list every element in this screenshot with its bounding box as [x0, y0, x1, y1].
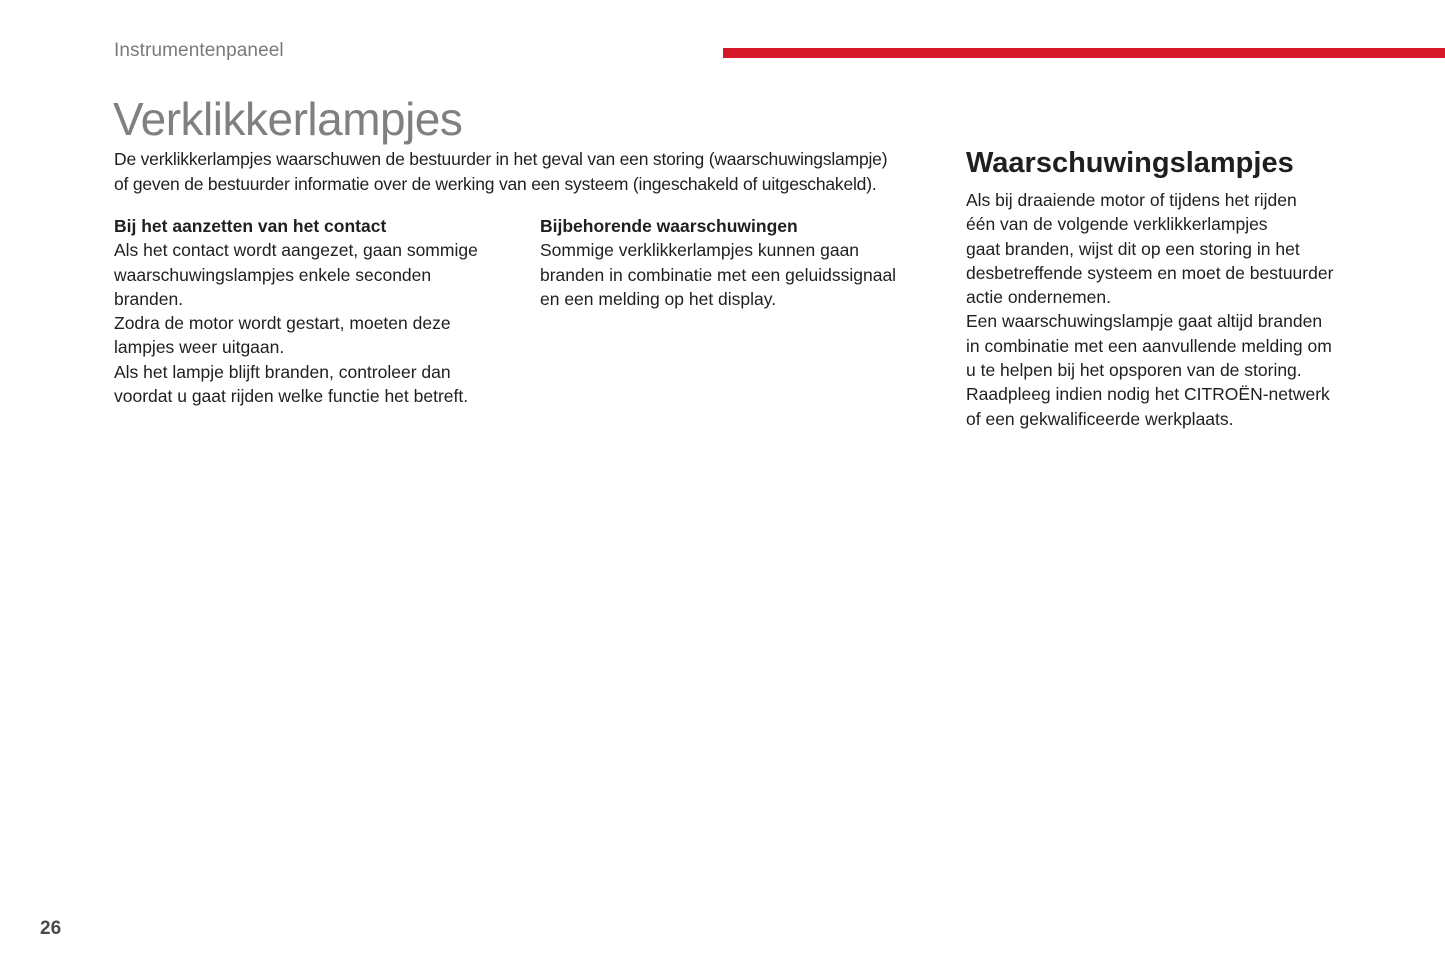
text-line: voordat u gaat rijden welke functie het betreft.: [114, 386, 469, 407]
column-body: [540, 238, 935, 311]
text-line: Een waarschuwingslampje gaat altijd branden: [966, 311, 1323, 332]
text-line: gaat branden, wijst dit op een storing in het: [966, 238, 1300, 259]
section-label: Instrumentenpaneel: [114, 40, 284, 61]
text-line: Sommige verklikkerlampjes kunnen gaan: [540, 240, 860, 261]
text-line: desbetreffende systeem en moet de bestuurder: [966, 262, 1334, 283]
column-associated-warnings: [540, 214, 935, 311]
warning-lamps-section: [966, 146, 1386, 431]
intro-line: De verklikkerlampjes waarschuwen de bestuurder in het geval van een storing (waarschuwingslampje): [114, 149, 888, 169]
text-line: Zodra de motor wordt gestart, moeten deze: [114, 313, 451, 334]
text-line: Als het contact wordt aangezet, gaan sommige: [114, 240, 478, 261]
column-body: [114, 238, 524, 408]
text-line: lampjes weer uitgaan.: [114, 337, 285, 358]
section-body: [966, 188, 1386, 431]
text-line: waarschuwingslampjes enkele seconden: [114, 264, 432, 285]
text-line: Raadpleeg indien nodig het CITROËN-netwerk: [966, 384, 1330, 405]
intro-line: of geven de bestuurder informatie over de werking van een systeem (ingeschakeld of uitgeschakeld).: [114, 173, 877, 194]
text-line: Als het lampje blijft branden, controleer dan: [114, 361, 451, 382]
text-line: actie ondernemen.: [966, 287, 1111, 308]
column-ignition: [114, 214, 524, 408]
page-title: Verklikkerlampjes: [113, 93, 463, 145]
column-heading: Bijbehorende waarschuwingen: [540, 216, 798, 236]
section-heading: Waarschuwingslampjes: [966, 147, 1294, 179]
text-line: en een melding op het display.: [540, 288, 777, 309]
text-line: Als bij draaiende motor of tijdens het rijden: [966, 190, 1297, 210]
text-line: in combinatie met een aanvullende melding om: [966, 335, 1332, 356]
text-line: u te helpen bij het opsporen van de storing.: [966, 360, 1302, 381]
intro-paragraph: [114, 147, 934, 196]
page-number: 26: [40, 918, 62, 939]
column-heading: Bij het aanzetten van het contact: [114, 216, 387, 236]
text-line: of een gekwalificeerde werkplaats.: [966, 408, 1234, 429]
text-line: branden.: [114, 288, 184, 309]
text-line: branden in combinatie met een geluidssignaal: [540, 264, 897, 285]
header-accent-bar: [723, 48, 1445, 58]
text-line: één van de volgende verklikkerlampjes: [966, 214, 1268, 235]
